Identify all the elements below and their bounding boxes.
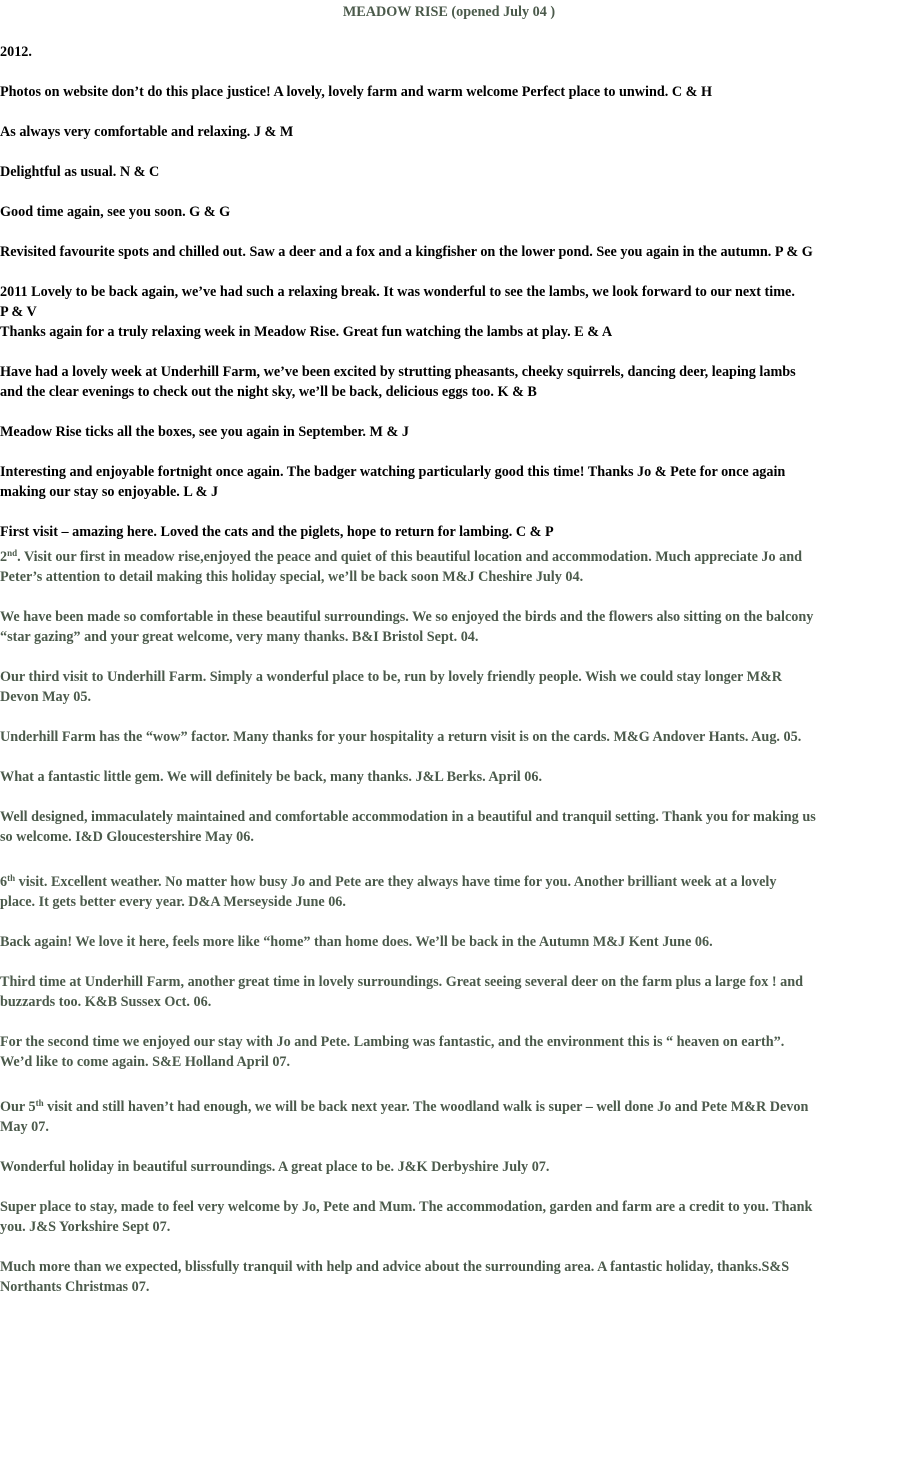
guestbook-entry: Back again! We love it here, feels more like “home” than home does. We’ll be back in the Autumn M&J Kent June 06. [0,934,713,950]
guestbook-entry: What a fantastic little gem. We will definitely be back, many thanks. J&L Berks. April 06. [0,769,543,785]
guestbook-entry: Wonderful holiday in beautiful surroundings. A great place to be. J&K Derbyshire July 07. [0,1159,550,1175]
entry-text: . Visit our first in meadow rise,enjoyed the peace and quiet of this beautiful location and accommodation. Much appreciate Jo and Peter’s attention to detail making this holiday special, we’ll be back soon M&J Cheshire July 04. [0,549,803,585]
ordinal-suffix: th [35,1098,44,1108]
guestbook-entry: Third time at Underhill Farm, another great time in lovely surroundings. Great seeing several deer on the farm plus a large fox ! and buzzards too. K&B Sussex Oct. 06. [0,974,803,1010]
ordinal-suffix: nd [7,548,18,558]
guestbook-entry: For the second time we enjoyed our stay with Jo and Pete. Lambing was fantastic, and the environment this is “ heaven on earth”. We’d like to come again. S&E Holland April 07. [0,1034,785,1070]
ordinal-suffix: th [7,873,16,883]
guestbook-entry [0,872,898,912]
entry-ordinal: 2 [0,549,8,565]
guestbook-entry: Delightful as usual. N & C [0,164,160,180]
entry-text: visit and still haven’t had enough, we will be back next year. The woodland walk is super – well done Jo and Pete M&R Devon May 07. [0,1099,809,1135]
entry-ordinal: 6 [0,874,8,890]
guestbook-entry: Underhill Farm has the “wow” factor. Many thanks for your hospitality a return visit is on the cards. M&G Andover Hants. Aug. 05. [0,729,802,745]
year-heading: 2012. [0,44,32,60]
guestbook-entry: Our third visit to Underhill Farm. Simply a wonderful place to be, run by lovely friendly people. Wish we could stay longer M&R Devon May 05. [0,669,783,705]
guestbook-entry: First visit – amazing here. Loved the cats and the piglets, hope to return for lambing. C & P [0,524,554,540]
page-title: MEADOW RISE (opened July 04 ) [342,4,556,20]
guestbook-entry [0,547,898,587]
guestbook-entry: Well designed, immaculately maintained and comfortable accommodation in a beautiful and tranquil setting. Thank you for making us so welcome. I&D Gloucestershire May 06. [0,809,816,845]
guestbook-entry: Much more than we expected, blissfully tranquil with help and advice about the surrounding area. A fantastic holiday, thanks.S&S Northants Christmas 07. [0,1259,790,1295]
guestbook-entry [0,1097,898,1137]
guestbook-entry: As always very comfortable and relaxing. J & M [0,124,294,140]
entry-text: Our 5 [0,1099,36,1115]
guestbook-entry: Good time again, see you soon. G & G [0,204,231,220]
guestbook-entry: We have been made so comfortable in these beautiful surroundings. We so enjoyed the birds and the flowers also sitting on the balcony “star gazing” and your great welcome, very many thanks. B&I Bristol Sept. 04. [0,609,814,645]
guestbook-entry: Interesting and enjoyable fortnight once again. The badger watching particularly good this time! Thanks Jo & Pete for once again making our stay so enjoyable. L & J [0,464,786,500]
guestbook-entry: Revisited favourite spots and chilled out. Saw a deer and a fox and a kingfisher on the lower pond. See you again in the autumn. P & G [0,244,813,260]
guestbook-entry: Super place to stay, made to feel very welcome by Jo, Pete and Mum. The accommodation, garden and farm are a credit to you. Thank you. J&S Yorkshire Sept 07. [0,1199,813,1235]
guestbook-entry: 2011 Lovely to be back again, we’ve had such a relaxing break. It was wonderful to see the lambs, we look forward to our next time. P & V [0,284,795,320]
guestbook-entry: Have had a lovely week at Underhill Farm, we’ve been excited by strutting pheasants, cheeky squirrels, dancing deer, leaping lambs and the clear evenings to check out the night sky, we’ll be back, delicious eggs too. K & B [0,364,796,400]
guestbook-entry: Photos on website don’t do this place justice! A lovely, lovely farm and warm welcome Perfect place to unwind. C & H [0,84,713,100]
guestbook-entry: Thanks again for a truly relaxing week in Meadow Rise. Great fun watching the lambs at play. E & A [0,324,613,340]
entry-text: visit. Excellent weather. No matter how busy Jo and Pete are they always have time for you. Another brilliant week at a lovely place. It gets better every year. D&A Merseyside June 06. [0,874,777,910]
guestbook-entry: Meadow Rise ticks all the boxes, see you again in September. M & J [0,424,409,440]
